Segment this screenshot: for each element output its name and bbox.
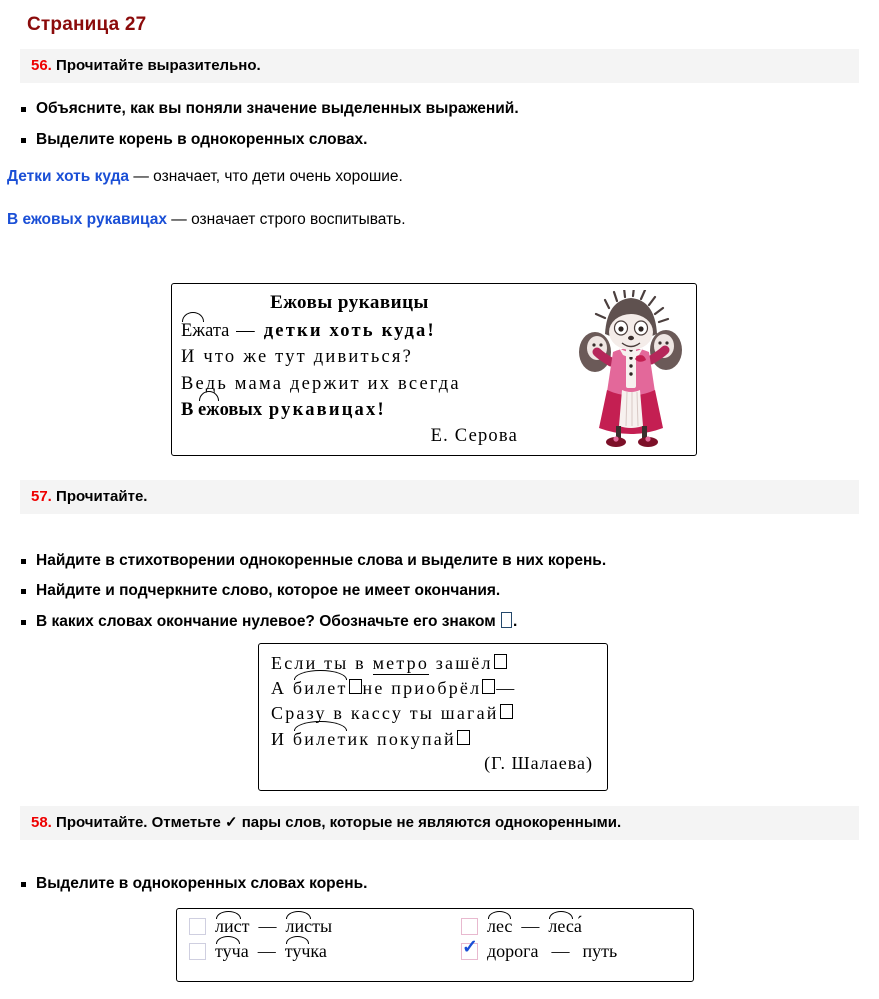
poem-box-metro: [258, 643, 608, 791]
checkbox-les-lesa[interactable]: [461, 918, 478, 935]
list-item: [0, 612, 879, 631]
root-marker-tuch: туч: [284, 941, 311, 961]
task-instruction-57: Прочитайте.: [56, 488, 148, 505]
pair-word-2: путь: [582, 941, 618, 961]
word-pair-tucha-tuchka: туч а — туч ка: [189, 941, 461, 962]
root-marker-lis: лис: [215, 916, 242, 936]
pair-word-1: дорога: [487, 941, 539, 961]
root-marker-ezh: еж: [198, 397, 220, 423]
underlined-word: метро: [372, 653, 430, 673]
bullet-text: Объясните, как вы поняли значение выделенных выражений.: [36, 100, 519, 118]
task-header-58: [20, 806, 859, 840]
pair-dash: —: [258, 916, 277, 936]
zero-ending-box: [349, 679, 362, 694]
poem-line: А билет не приобрёл —: [271, 676, 607, 701]
root-marker-tuch: туч: [215, 941, 241, 961]
list-item: [0, 99, 879, 118]
checkbox-doroga-put[interactable]: [461, 943, 478, 960]
bullet-text: Выделите в однокоренных словах корень.: [36, 875, 368, 892]
word-pairs-box: [176, 908, 694, 982]
pair-dash: —: [551, 941, 570, 961]
task-number-56: 56.: [31, 57, 52, 74]
hedgehog-illustration: [570, 284, 696, 455]
root-marker-les: лес: [548, 916, 574, 936]
zero-ending-box: [482, 679, 495, 694]
bullet-text: Найдите в стихотворении однокоренные слова и выделите в них корень.: [36, 552, 607, 569]
highlighted-phrase: Детки хоть куда: [7, 168, 130, 185]
phrase-explanation: — означает, что дети очень хорошие.: [133, 168, 403, 185]
list-item: [0, 581, 879, 600]
word-pair-list-listy: лис т — лис ты: [189, 916, 461, 937]
pair-dash: —: [257, 941, 276, 961]
task-number-58: 58.: [31, 814, 52, 831]
root-marker-bilet: билет: [293, 676, 348, 701]
root-marker-lis: лис: [285, 916, 313, 936]
pair-dash: —: [521, 916, 540, 936]
bullet-list-57: [0, 551, 879, 642]
zero-ending-box: [494, 654, 507, 669]
zero-ending-symbol-icon: [501, 612, 512, 628]
bullet-text: В каких словах окончание нулевое? Обозначьте его знаком: [36, 612, 496, 630]
bullet-list-56: [0, 99, 879, 149]
word-pair-doroga-put: [461, 941, 693, 962]
task-header-56: [20, 49, 859, 83]
poem-line: В ежовых рукавицах!: [181, 397, 570, 423]
root-marker-les: лес: [487, 916, 513, 936]
list-item: [0, 551, 879, 570]
highlighted-phrase: В ежовых рукавицах: [7, 211, 167, 229]
page-title: Страница 27: [27, 14, 147, 35]
zero-ending-box: [500, 704, 513, 719]
word-pair-les-lesa: лес — лес а́: [461, 916, 693, 937]
task-instruction-56: Прочитайте выразительно.: [56, 57, 261, 74]
list-item: [0, 874, 879, 893]
bullet-text: Выделите корень в однокоренных словах.: [36, 130, 368, 148]
checkbox-tucha-tuchka[interactable]: [189, 943, 206, 960]
poem-line: Ежата — детки хоть куда!: [181, 318, 570, 344]
task-number-57: 57.: [31, 488, 52, 505]
meaning-line-1: [7, 167, 879, 187]
bullet-text: Найдите и подчеркните слово, которое не имеет окончания.: [36, 582, 501, 600]
checkbox-list-listy[interactable]: [189, 918, 206, 935]
poem-text-block: [172, 284, 570, 455]
meaning-line-2: [7, 210, 879, 230]
zero-ending-box: [457, 730, 470, 745]
poem-title: Ежовы рукавицы: [270, 292, 429, 313]
poem-box-ezhovy-rukavitsy: [171, 283, 697, 456]
hedgehog-mother-icon: [575, 290, 687, 450]
poem-line: И билетик покупай: [271, 727, 607, 752]
poem-line: И что же тут дивиться?: [181, 347, 413, 368]
bullet-list-58: [0, 874, 879, 904]
task-instruction-58: Прочитайте. Отметьте ✓ пары слов, которые не являются однокоренными.: [56, 814, 622, 831]
poem-author: Е. Серова: [430, 425, 518, 446]
bullet-text-suffix: .: [513, 612, 518, 630]
word-pairs-grid: [189, 916, 693, 962]
root-marker-bilet: билет: [293, 727, 348, 752]
list-item: [0, 130, 879, 149]
poem-line: Если ты в метро зашёл: [271, 651, 607, 676]
root-marker-ezh: Еж: [181, 318, 205, 344]
task-header-57: [20, 480, 859, 514]
poem-author: (Г. Шалаева): [484, 752, 593, 773]
poem-line: Сразу в кассу ты шагай: [271, 701, 607, 726]
poem-line: Ведь мама держит их всегда: [181, 373, 461, 394]
phrase-explanation: — означает строго воспитывать.: [171, 211, 406, 229]
